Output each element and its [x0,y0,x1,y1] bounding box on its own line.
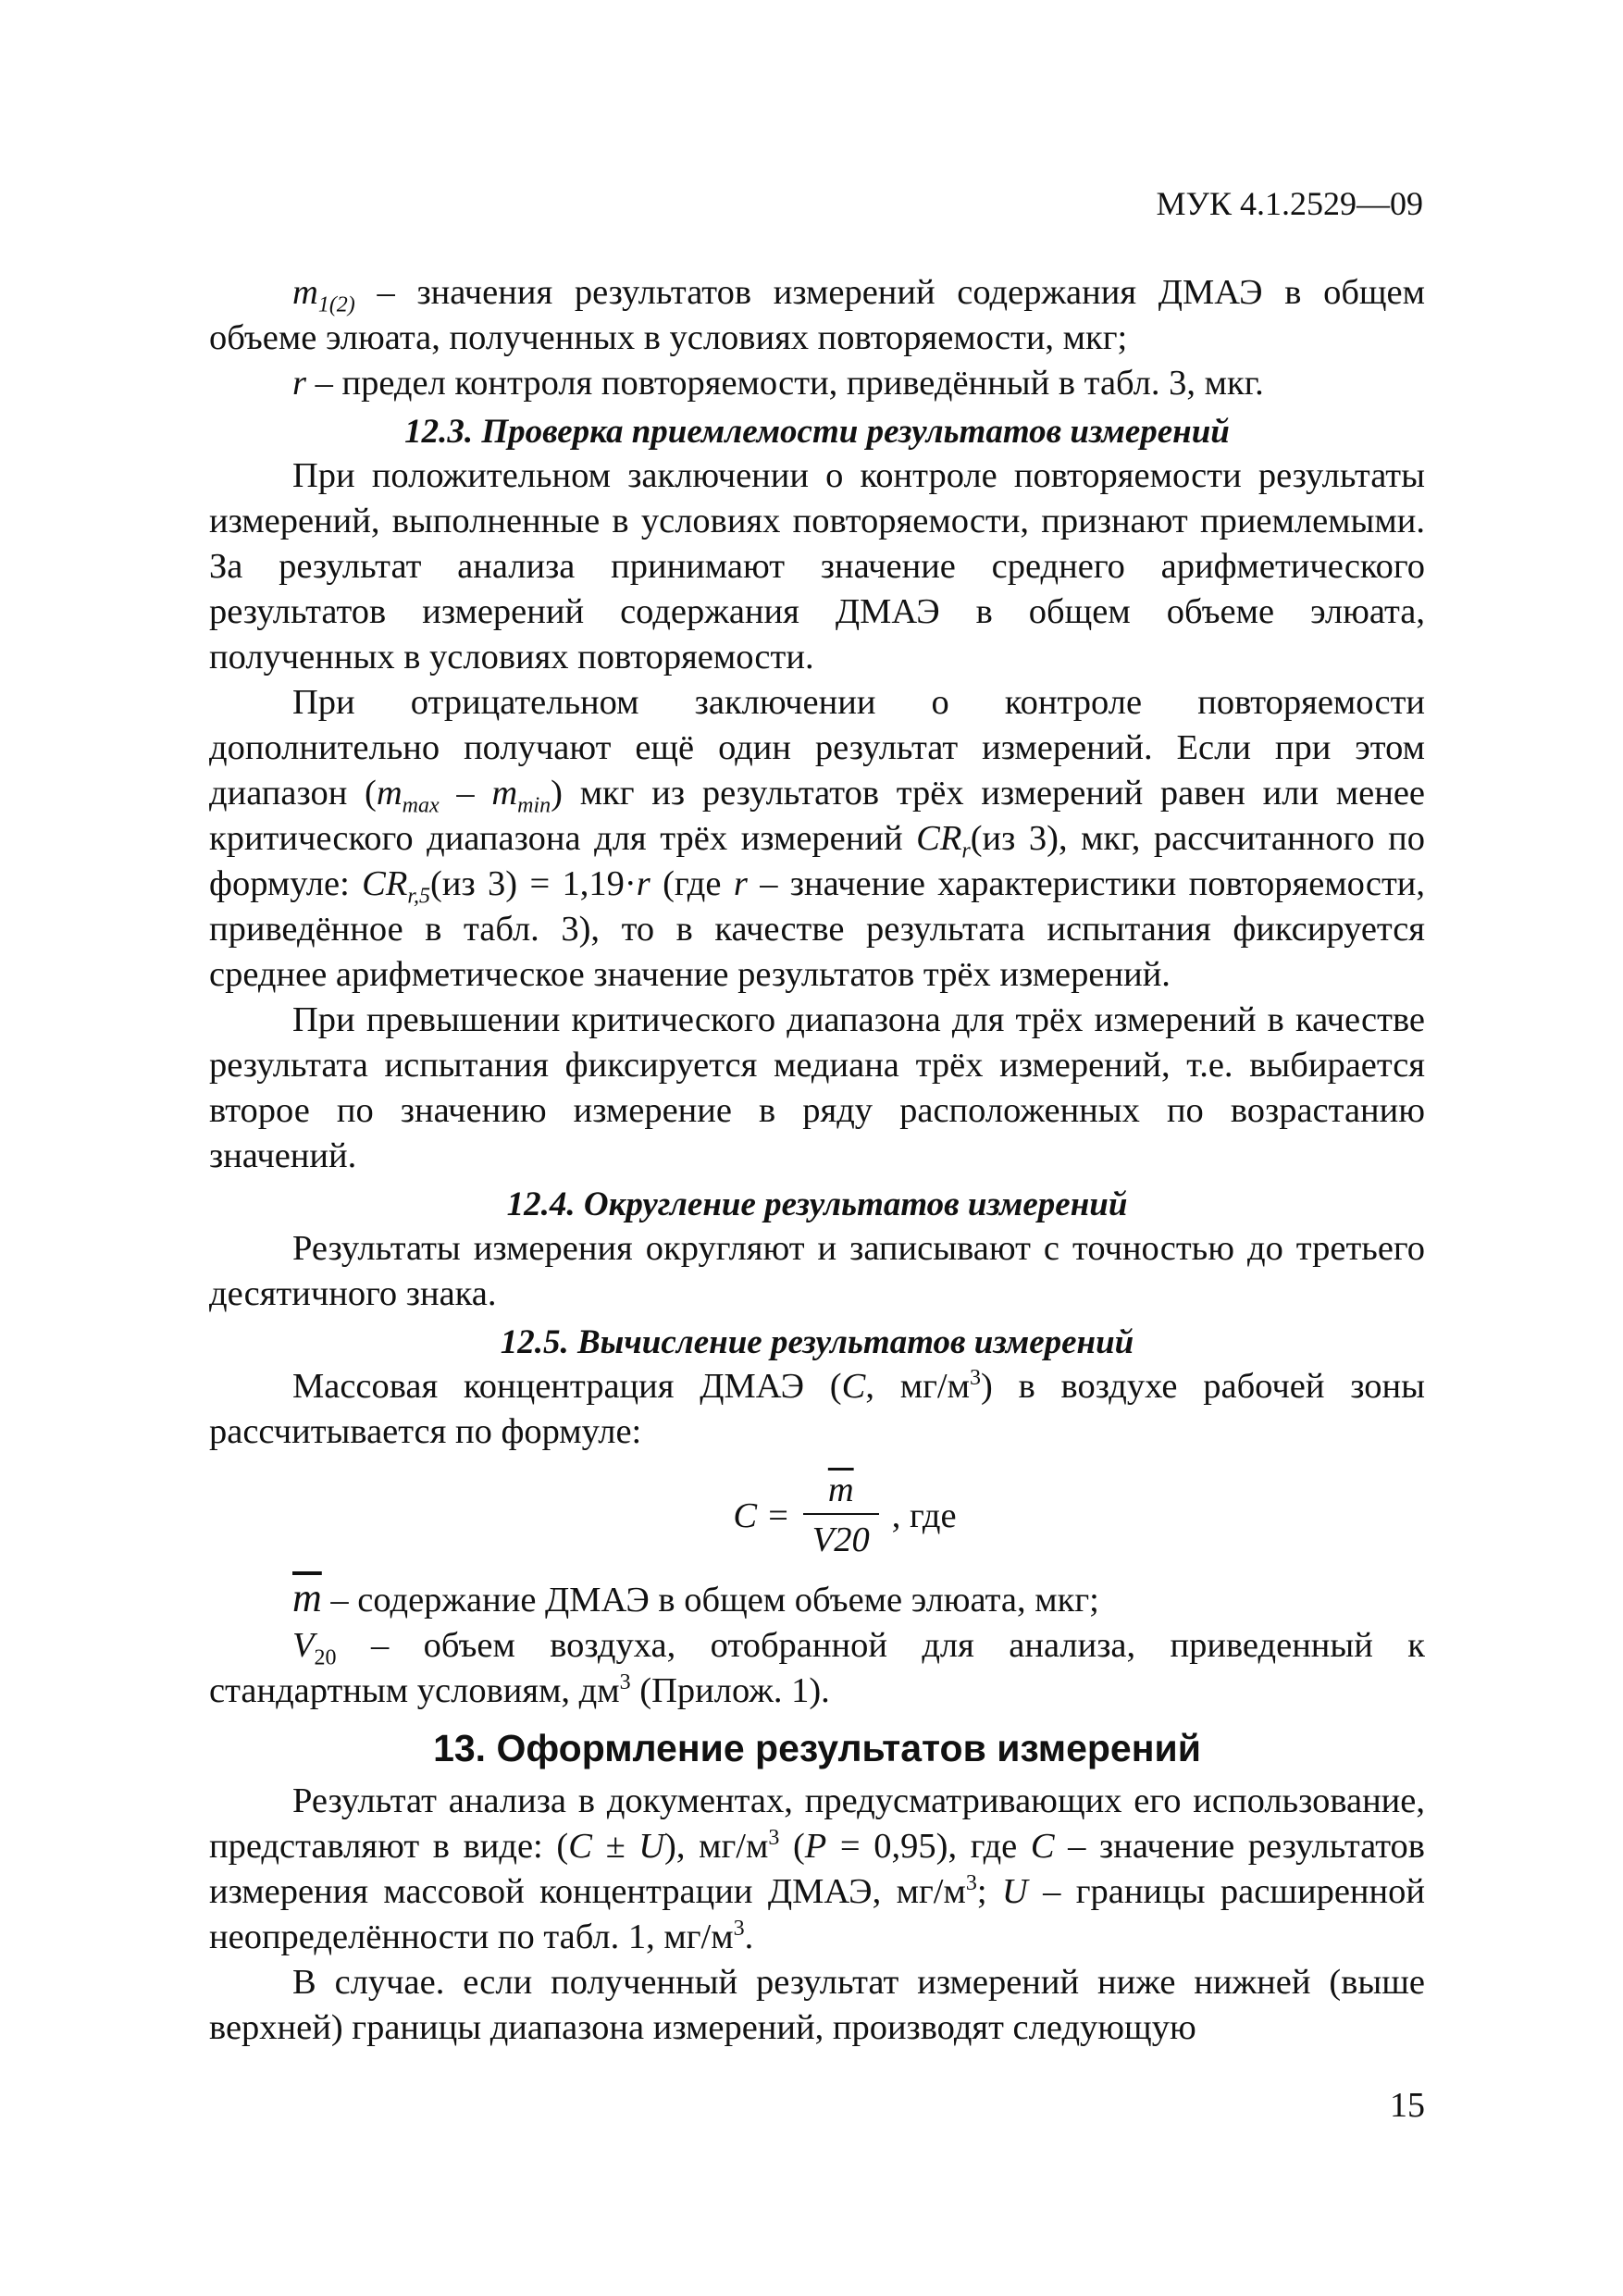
definition-r: r – предел контроля повторяемости, приведённый в табл. 3, мкг. [292,364,1264,403]
section-title-12-3: 12.3. Проверка приемлемости результатов измерений [404,413,1230,451]
paragraph: В случае. если полученный результат измерений ниже нижней (выше верхней) границы диапазона измерений, производят следующую [209,1963,1425,2047]
paragraph: При превышении критического диапазона для трёх измерений в качестве результата испытания фиксируется медиана трёх измерений, т.е. выбирается второе по значению измерение в ряду расположенных по возрастанию значений. [209,1000,1425,1175]
paragraph: Результаты измерения округляют и записывают с точностью до третьего десятичного знака. [209,1229,1425,1313]
definition-m-mean: $\overline{m}$ – содержание ДМАЭ в общем объеме элюата, мкг; [292,1575,1099,1620]
formula-numerator: $\overline{m}$ [827,1471,854,1509]
concentration-formula [209,1460,1425,1571]
paragraph: Массовая концентрация ДМАЭ (C, $мг/м^3$) в воздухе рабочей зоны рассчитывается по формуле: [209,1366,1425,1451]
paragraph: Результат анализа в документах, предусматривающих его использование, представляют в виде: (C ± U), $мг/м^3$ (P = 0,95), где C – значение результатов измерения массовой концентрации ДМАЭ, $мг/м^3$; U – границы расширенной неопределённости по табл. 1, $мг/м^3$. [209,1781,1425,1956]
formula-tail: , где [891,1496,957,1535]
body-text [209,270,1425,2051]
formula-denominator: V20 [803,1513,879,1565]
paragraph: При отрицательном заключении о контроле повторяемости дополнительно получают ещё один результат измерений. Если при этом диапазон $(m_{max} - m_{min})$ мкг из результатов трёх измерений равен или менее критического диапазона для трёх измерений $CR_r(из$ 3), мкг, рассчитанного по формуле: $CR_{r,5}(из$ 3) = 1,19·r (где r – значение характеристики повторяемости, приведённое в табл. 3), то в качестве результата испытания фиксируется среднее арифметическое значение результатов трёх измерений. [209,683,1426,994]
definition-v20: $V_{20}$ – объем воздуха, отобранной для анализа, приведенный к стандартным условиям, $дм^3$ (Прилож. 1). [209,1626,1425,1710]
definition-m12: $m_{1(2)}$ – значения результатов измерений содержания ДМАЭ в общем объеме элюата, полученных в условиях повторяемости, мкг; [209,273,1425,357]
section-title-13: 13. Оформление результатов измерений [433,1727,1201,1769]
paragraph: При положительном заключении о контроле повторяемости результаты измерений, выполненные в условиях повторяемости, признают приемлемыми. За результат анализа принимают значение среднего арифметического результатов измерений содержания ДМАЭ в общем объеме элюата, полученных в условиях повторяемости. [209,456,1425,676]
formula-lhs: C = [733,1496,790,1535]
formula-fraction [803,1467,879,1565]
document-code: МУК 4.1.2529—09 [1156,185,1423,222]
section-title-12-4: 12.4. Округление результатов измерений [506,1185,1128,1223]
section-title-12-5: 12.5. Вычисление результатов измерений [500,1323,1134,1361]
page-number: 15 [1390,2086,1425,2125]
